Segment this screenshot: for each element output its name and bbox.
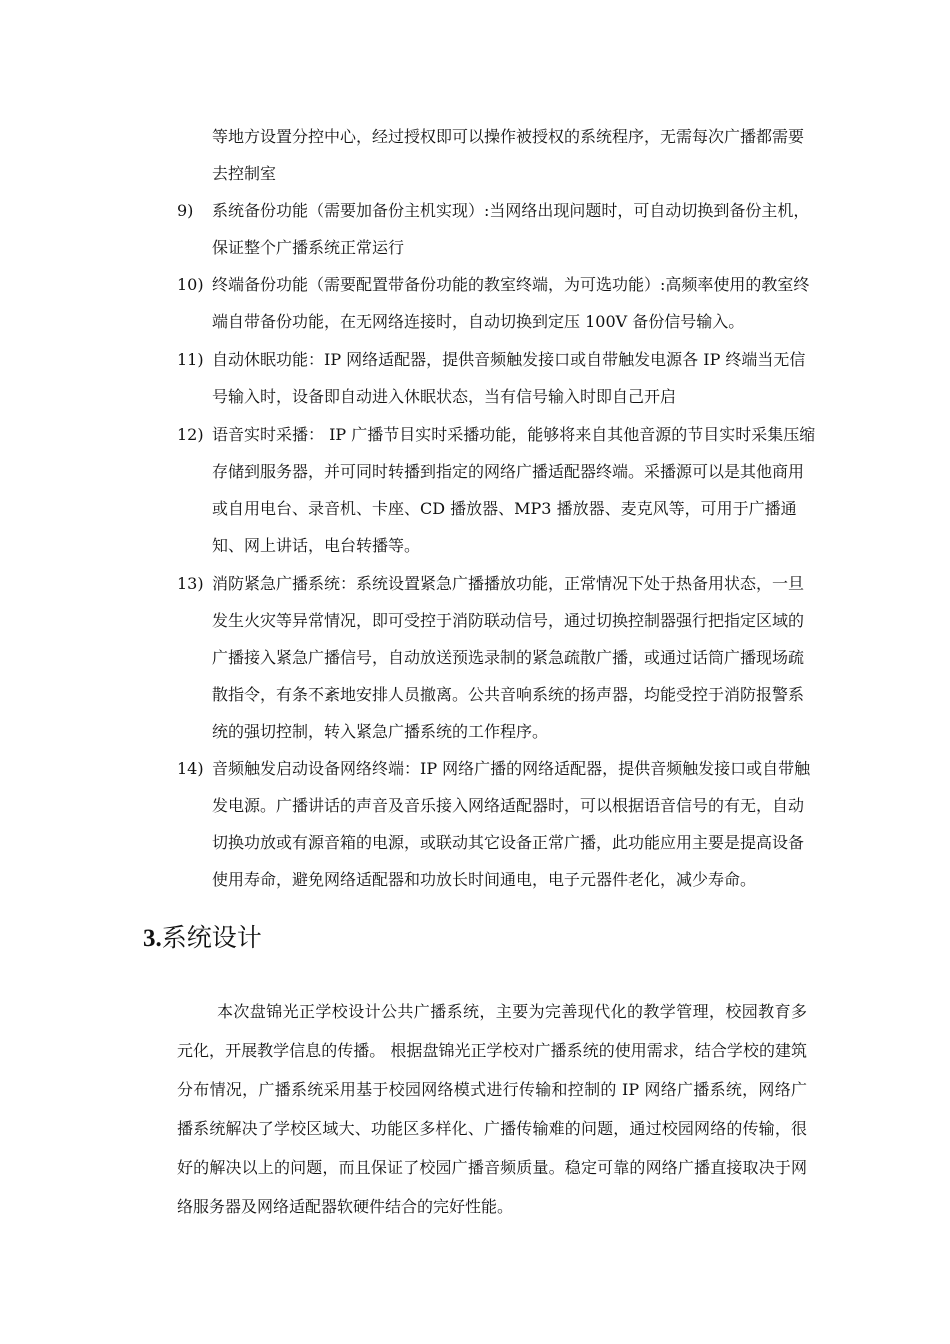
list-item-text: 终端备份功能（需要配置带备份功能的教室终端，为可选功能）:高频率使用的教室终端自带备份功能，在无网络连接时，自动切换到定压 100V 备份信号输入。: [212, 275, 810, 331]
list-item: [177, 341, 817, 415]
section-title: 系统设计: [161, 923, 262, 952]
list-item-number: 10): [177, 275, 204, 294]
list-item-text: 消防紧急广播系统：系统设置紧急广播播放功能，正常情况下处于热备用状态，一旦发生火灾等异常情况，即可受控于消防联动信号，通过切换控制器强行把指定区域的广播接入紧急广播信号，自动放送预选录制的紧急疏散广播，或通过话筒广播现场疏散指令，有条不紊地安排人员撤离。公共音响系统的扬声器，均能受控于消防报警系统的强切控制，转入紧急广播系统的工作程序。: [212, 574, 805, 741]
list-item-continuation: 等地方设置分控中心，经过授权即可以操作被授权的系统程序，无需每次广播都需要去控制室: [212, 127, 805, 183]
list-item-text: 系统备份功能（需要加备份主机实现）:当网络出现问题时，可自动切换到备份主机，保证整个广播系统正常运行: [212, 201, 810, 257]
list-item-text: 音频触发启动设备网络终端：IP 网络广播的网络适配器，提供音频触发接口或自带触发电源。广播讲话的声音及音乐接入网络适配器时，可以根据语音信号的有无，自动切换功放或有源音箱的电源，或联动其它设备正常广播，此功能应用主要是提高设备使用寿命，避免网络适配器和功放长时间通电，电子元器件老化，减少寿命。: [212, 759, 811, 889]
section-heading: [143, 918, 262, 959]
list-item: [177, 192, 817, 266]
list-item: [177, 565, 817, 750]
list-item: [177, 750, 817, 898]
section-number: 3.: [143, 925, 162, 952]
list-item-number: 13): [177, 574, 204, 593]
list-item-text: 语音实时采播： IP 广播节目实时采播功能，能够将来自其他音源的节目实时采集压缩存储到服务器，并可同时转播到指定的网络广播适配器终端。采播源可以是其他商用或自用电台、录音机、卡座、CD 播放器、MP3 播放器、麦克风等，可用于广播通知、网上讲话，电台转播等。: [212, 425, 816, 555]
body-paragraph: 本次盘锦光正学校设计公共广播系统，主要为完善现代化的教学管理，校园教育多元化，开展教学信息的传播。 根据盘锦光正学校对广播系统的使用需求，结合学校的建筑分布情况，广播系统采用基于校园网络模式进行传输和控制的 IP 网络广播系统，网络广播系统解决了学校区域大、功能区多样化、广播传输难的问题，通过校园网络的传输，很好的解决以上的问题，而且保证了校园广播音频质量。稳定可靠的网络广播直接取决于网络服务器及网络适配器软硬件结合的完好性能。: [177, 1002, 807, 1216]
list-item: [177, 416, 817, 564]
list-item-number: 11): [177, 350, 204, 369]
list-item-text: 自动休眠功能：IP 网络适配器，提供音频触发接口或自带触发电源各 IP 终端当无信号输入时，设备即自动进入休眠状态，当有信号输入时即自己开启: [212, 350, 806, 406]
list-item-number: 14): [177, 759, 204, 778]
list-item-number: 9): [177, 201, 194, 220]
list-item-number: 12): [177, 425, 204, 444]
list-item: [177, 266, 817, 340]
